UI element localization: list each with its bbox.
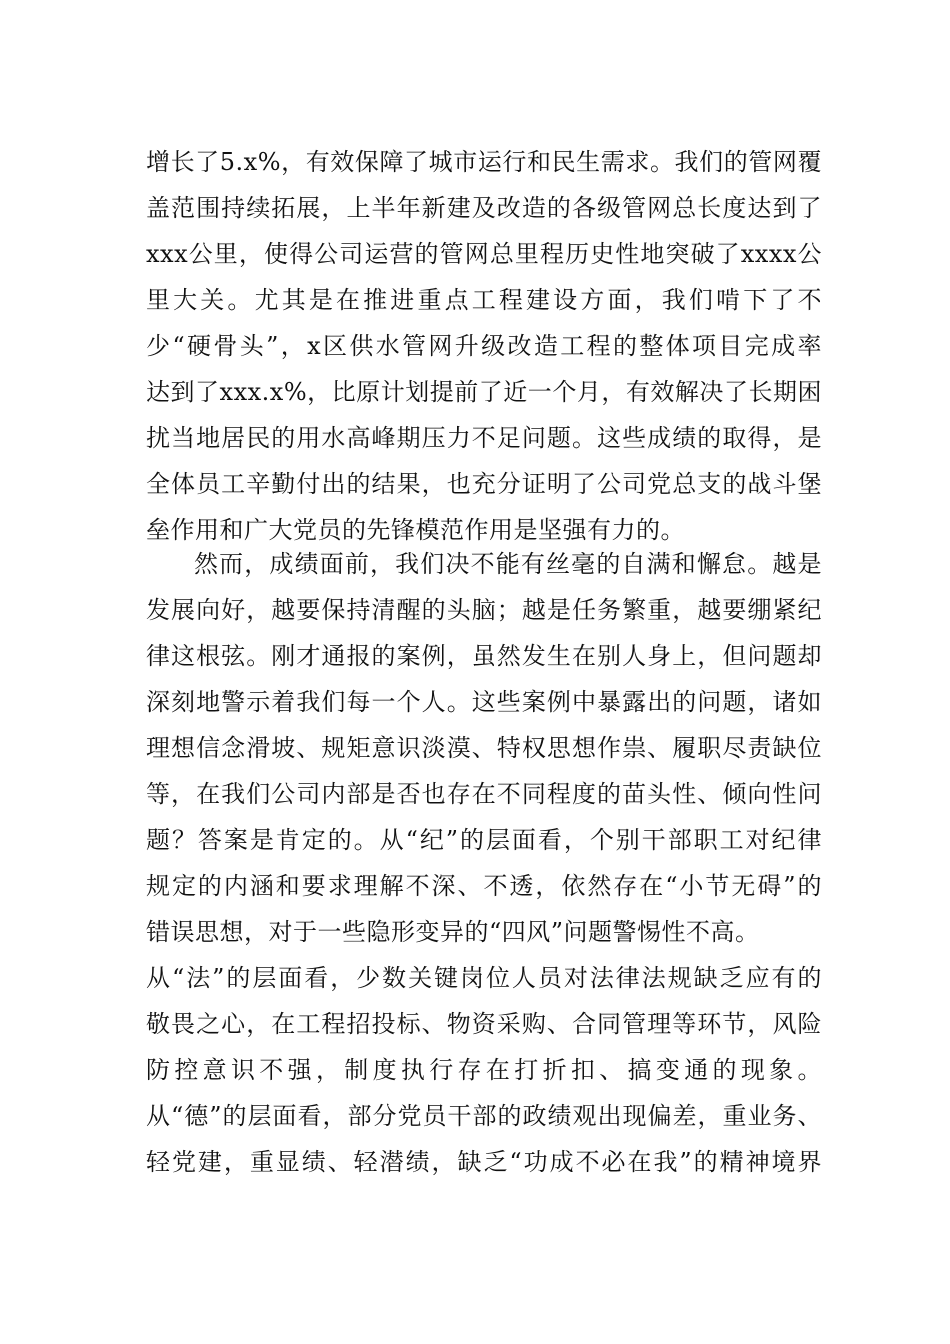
text-line: 扰当地居民的用水高峰期压力不足问题。这些成绩的取得，是: [146, 424, 822, 452]
text-line: 增长了5.x%，有效保障了城市运行和民生需求。我们的管网覆: [146, 148, 822, 176]
text-line: 错误思想，对于一些隐形变异的“四风”问题警惕性不高。: [146, 918, 760, 946]
text-line: 垒作用和广大党员的先锋模范作用是坚强有力的。: [146, 516, 685, 544]
text-line: 理想信念滑坡、规矩意识淡漠、特权思想作祟、履职尽责缺位: [146, 734, 822, 762]
text-line: 从“德”的层面看，部分党员干部的政绩观出现偏差，重业务、: [146, 1102, 822, 1130]
text-line: 里大关。尤其是在推进重点工程建设方面，我们啃下了不: [146, 286, 822, 314]
text-line: 发展向好，越要保持清醒的头脑；越是任务繁重，越要绷紧纪: [146, 596, 822, 624]
text-line: 题？答案是肯定的。从“纪”的层面看，个别干部职工对纪律: [146, 826, 822, 854]
text-line: 防控意识不强，制度执行存在打折扣、搞变通的现象。: [146, 1056, 822, 1084]
text-line: 然而，成绩面前，我们决不能有丝毫的自满和懈怠。越是: [194, 550, 822, 578]
text-line: 敬畏之心，在工程招投标、物资采购、合同管理等环节，风险: [146, 1010, 822, 1038]
text-line: xxx公里，使得公司运营的管网总里程历史性地突破了xxxx公: [146, 240, 822, 268]
text-line: 少“硬骨头”，x区供水管网升级改造工程的整体项目完成率: [146, 332, 822, 360]
text-line: 律这根弦。刚才通报的案例，虽然发生在别人身上，但问题却: [146, 642, 822, 670]
paragraph-warnings: [146, 541, 822, 1185]
text-line: 深刻地警示着我们每一个人。这些案例中暴露出的问题，诸如: [146, 688, 822, 716]
paragraph-achievements: [146, 139, 822, 553]
text-line: 达到了xxx.x%，比原计划提前了近一个月，有效解决了长期困: [146, 378, 822, 406]
text-line: 全体员工辛勤付出的结果，也充分证明了公司党总支的战斗堡: [146, 470, 822, 498]
text-line: 等，在我们公司内部是否也存在不同程度的苗头性、倾向性问: [146, 780, 822, 808]
text-line: 轻党建，重显绩、轻潜绩，缺乏“功成不必在我”的精神境界: [146, 1148, 822, 1176]
text-line: 盖范围持续拓展，上半年新建及改造的各级管网总长度达到了: [146, 194, 822, 222]
text-line: 规定的内涵和要求理解不深、不透，依然存在“小节无碍”的: [146, 872, 822, 900]
text-line: 从“法”的层面看，少数关键岗位人员对法律法规缺乏应有的: [146, 964, 822, 992]
